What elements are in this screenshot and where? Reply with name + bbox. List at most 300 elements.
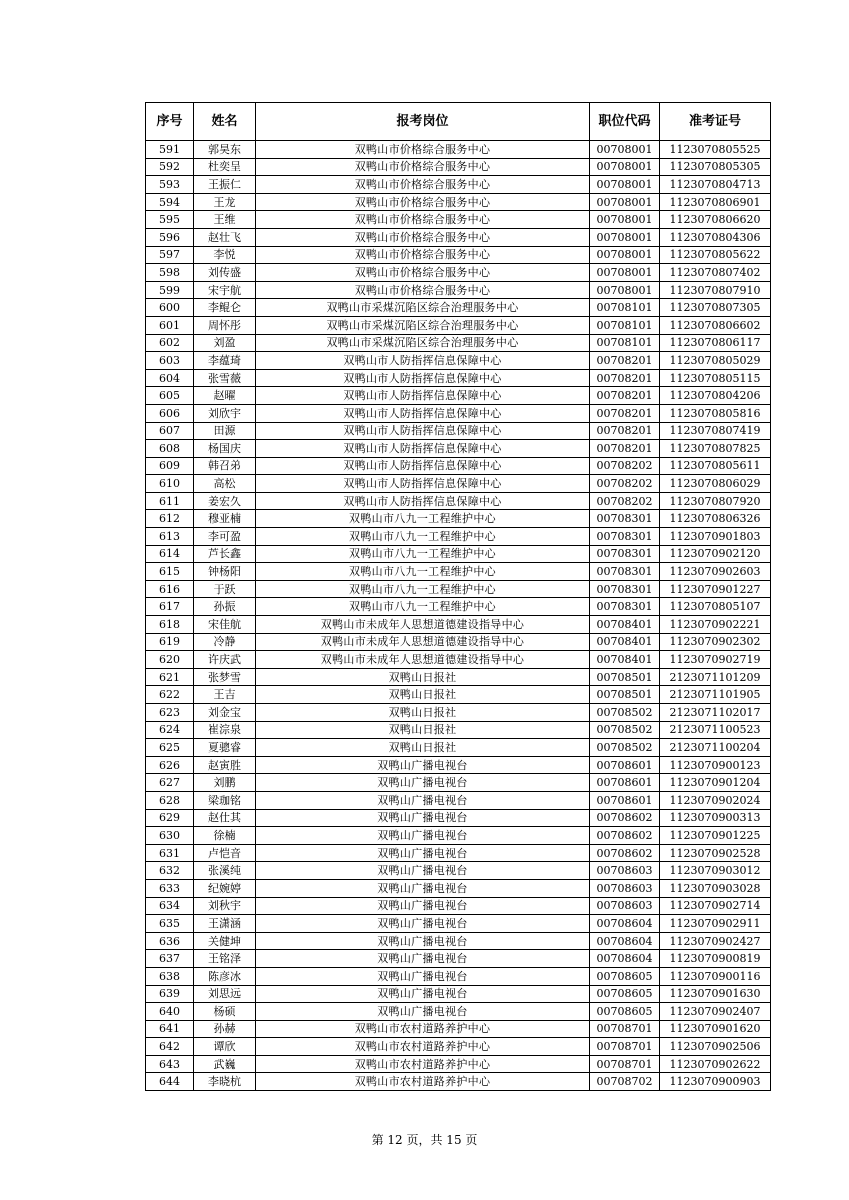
cell-name: 夏骢睿 <box>194 739 256 757</box>
cell-ticket: 1123070805525 <box>660 141 771 159</box>
cell-post: 双鸭山市价格综合服务中心 <box>256 246 590 264</box>
cell-ticket: 1123070901204 <box>660 774 771 792</box>
cell-code: 00708202 <box>590 457 660 475</box>
header-ticket: 准考证号 <box>660 103 771 141</box>
cell-name: 刘盈 <box>194 334 256 352</box>
cell-code: 00708604 <box>590 915 660 933</box>
cell-code: 00708202 <box>590 492 660 510</box>
cell-name: 纪婉婷 <box>194 879 256 897</box>
cell-ticket: 1123070900123 <box>660 756 771 774</box>
page-footer: 第 12 页，共 15 页 <box>371 1133 478 1147</box>
table-row <box>146 440 771 458</box>
cell-name: 李悦 <box>194 246 256 264</box>
cell-code: 00708301 <box>590 598 660 616</box>
cell-ticket: 1123070902911 <box>660 915 771 933</box>
cell-name: 宋佳航 <box>194 616 256 634</box>
cell-code: 00708201 <box>590 440 660 458</box>
cell-ticket: 1123070900313 <box>660 809 771 827</box>
table-row <box>146 158 771 176</box>
cell-ticket: 1123070902719 <box>660 651 771 669</box>
cell-ticket: 1123070900903 <box>660 1073 771 1091</box>
cell-name: 王振仁 <box>194 176 256 194</box>
cell-post: 双鸭山广播电视台 <box>256 932 590 950</box>
cell-code: 00708001 <box>590 228 660 246</box>
cell-name: 田源 <box>194 422 256 440</box>
cell-ticket: 1123070805305 <box>660 158 771 176</box>
table-row <box>146 668 771 686</box>
header-seq: 序号 <box>146 103 194 141</box>
cell-seq: 638 <box>146 967 194 985</box>
cell-ticket: 2123071100204 <box>660 739 771 757</box>
cell-post: 双鸭山市价格综合服务中心 <box>256 264 590 282</box>
table-row <box>146 264 771 282</box>
cell-name: 徐楠 <box>194 827 256 845</box>
cell-ticket: 1123070805115 <box>660 369 771 387</box>
cell-post: 双鸭山广播电视台 <box>256 844 590 862</box>
cell-name: 李鲲仑 <box>194 299 256 317</box>
cell-name: 刘秋宇 <box>194 897 256 915</box>
table-row <box>146 316 771 334</box>
table-row <box>146 844 771 862</box>
cell-seq: 640 <box>146 1003 194 1021</box>
cell-seq: 622 <box>146 686 194 704</box>
cell-ticket: 1123070902427 <box>660 932 771 950</box>
cell-code: 00708001 <box>590 281 660 299</box>
cell-post: 双鸭山市人防指挥信息保障中心 <box>256 457 590 475</box>
cell-post: 双鸭山市人防指挥信息保障中心 <box>256 404 590 422</box>
cell-ticket: 1123070804306 <box>660 228 771 246</box>
cell-seq: 633 <box>146 879 194 897</box>
cell-code: 00708602 <box>590 809 660 827</box>
cell-ticket: 1123070807419 <box>660 422 771 440</box>
table-row <box>146 404 771 422</box>
cell-seq: 609 <box>146 457 194 475</box>
cell-code: 00708501 <box>590 686 660 704</box>
table-row <box>146 176 771 194</box>
cell-post: 双鸭山市采煤沉陷区综合治理服务中心 <box>256 334 590 352</box>
table-row <box>146 774 771 792</box>
cell-code: 00708001 <box>590 158 660 176</box>
table-row <box>146 422 771 440</box>
cell-seq: 597 <box>146 246 194 264</box>
cell-post: 双鸭山市价格综合服务中心 <box>256 176 590 194</box>
cell-code: 00708001 <box>590 264 660 282</box>
table-row <box>146 1073 771 1091</box>
cell-code: 00708702 <box>590 1073 660 1091</box>
table-row <box>146 369 771 387</box>
table-row <box>146 528 771 546</box>
cell-seq: 610 <box>146 475 194 493</box>
cell-seq: 605 <box>146 387 194 405</box>
cell-code: 00708605 <box>590 985 660 1003</box>
cell-code: 00708201 <box>590 352 660 370</box>
cell-code: 00708101 <box>590 334 660 352</box>
cell-post: 双鸭山日报社 <box>256 668 590 686</box>
cell-code: 00708301 <box>590 510 660 528</box>
cell-name: 芦长鑫 <box>194 545 256 563</box>
table-row <box>146 193 771 211</box>
cell-post: 双鸭山市农村道路养护中心 <box>256 1073 590 1091</box>
cell-seq: 643 <box>146 1055 194 1073</box>
cell-code: 00708701 <box>590 1038 660 1056</box>
cell-code: 00708502 <box>590 739 660 757</box>
cell-ticket: 1123070901225 <box>660 827 771 845</box>
cell-name: 冷静 <box>194 633 256 651</box>
cell-seq: 635 <box>146 915 194 933</box>
cell-post: 双鸭山日报社 <box>256 686 590 704</box>
table-row <box>146 616 771 634</box>
cell-post: 双鸭山市八九一工程维护中心 <box>256 528 590 546</box>
cell-post: 双鸭山市八九一工程维护中心 <box>256 563 590 581</box>
cell-name: 刘传盛 <box>194 264 256 282</box>
cell-code: 00708601 <box>590 774 660 792</box>
cell-post: 双鸭山市未成年人思想道德建设指导中心 <box>256 616 590 634</box>
cell-ticket: 1123070902506 <box>660 1038 771 1056</box>
table-row <box>146 651 771 669</box>
table-row <box>146 862 771 880</box>
cell-post: 双鸭山市价格综合服务中心 <box>256 141 590 159</box>
cell-code: 00708501 <box>590 668 660 686</box>
cell-code: 00708201 <box>590 369 660 387</box>
cell-name: 梁珈铭 <box>194 791 256 809</box>
cell-post: 双鸭山市人防指挥信息保障中心 <box>256 475 590 493</box>
cell-post: 双鸭山市价格综合服务中心 <box>256 211 590 229</box>
cell-seq: 600 <box>146 299 194 317</box>
cell-seq: 614 <box>146 545 194 563</box>
cell-name: 许庆武 <box>194 651 256 669</box>
cell-post: 双鸭山广播电视台 <box>256 967 590 985</box>
cell-ticket: 1123070901620 <box>660 1020 771 1038</box>
cell-seq: 593 <box>146 176 194 194</box>
cell-post: 双鸭山广播电视台 <box>256 809 590 827</box>
cell-code: 00708601 <box>590 791 660 809</box>
cell-name: 穆亚楠 <box>194 510 256 528</box>
cell-seq: 616 <box>146 580 194 598</box>
table-row <box>146 950 771 968</box>
cell-name: 王潇涵 <box>194 915 256 933</box>
table-row <box>146 967 771 985</box>
cell-seq: 634 <box>146 897 194 915</box>
cell-post: 双鸭山市八九一工程维护中心 <box>256 545 590 563</box>
cell-ticket: 1123070806326 <box>660 510 771 528</box>
cell-ticket: 1123070805107 <box>660 598 771 616</box>
cell-seq: 594 <box>146 193 194 211</box>
cell-post: 双鸭山广播电视台 <box>256 774 590 792</box>
table-row <box>146 563 771 581</box>
cell-code: 00708401 <box>590 616 660 634</box>
table-row <box>146 211 771 229</box>
cell-ticket: 1123070901630 <box>660 985 771 1003</box>
cell-code: 00708604 <box>590 950 660 968</box>
cell-ticket: 1123070807910 <box>660 281 771 299</box>
cell-ticket: 1123070807825 <box>660 440 771 458</box>
cell-seq: 613 <box>146 528 194 546</box>
cell-ticket: 1123070903028 <box>660 879 771 897</box>
cell-seq: 641 <box>146 1020 194 1038</box>
cell-code: 00708605 <box>590 1003 660 1021</box>
table-row <box>146 809 771 827</box>
cell-seq: 611 <box>146 492 194 510</box>
cell-ticket: 1123070805816 <box>660 404 771 422</box>
table-row <box>146 633 771 651</box>
cell-code: 00708602 <box>590 827 660 845</box>
table-row <box>146 1055 771 1073</box>
cell-code: 00708202 <box>590 475 660 493</box>
cell-code: 00708301 <box>590 580 660 598</box>
cell-ticket: 1123070806620 <box>660 211 771 229</box>
cell-ticket: 2123071101209 <box>660 668 771 686</box>
cell-ticket: 1123070804713 <box>660 176 771 194</box>
cell-seq: 621 <box>146 668 194 686</box>
cell-post: 双鸭山市采煤沉陷区综合治理服务中心 <box>256 316 590 334</box>
cell-ticket: 1123070901803 <box>660 528 771 546</box>
cell-seq: 615 <box>146 563 194 581</box>
cell-name: 崔淙泉 <box>194 721 256 739</box>
cell-post: 双鸭山日报社 <box>256 704 590 722</box>
cell-seq: 626 <box>146 756 194 774</box>
table-row <box>146 704 771 722</box>
cell-name: 钟杨阳 <box>194 563 256 581</box>
cell-post: 双鸭山市农村道路养护中心 <box>256 1055 590 1073</box>
cell-seq: 629 <box>146 809 194 827</box>
cell-seq: 627 <box>146 774 194 792</box>
cell-post: 双鸭山市价格综合服务中心 <box>256 228 590 246</box>
cell-post: 双鸭山市人防指挥信息保障中心 <box>256 352 590 370</box>
cell-code: 00708401 <box>590 651 660 669</box>
cell-seq: 620 <box>146 651 194 669</box>
cell-ticket: 1123070806901 <box>660 193 771 211</box>
table-row <box>146 141 771 159</box>
cell-seq: 619 <box>146 633 194 651</box>
cell-code: 00708301 <box>590 528 660 546</box>
table-row <box>146 932 771 950</box>
cell-name: 宋宇航 <box>194 281 256 299</box>
cell-name: 姜宏久 <box>194 492 256 510</box>
cell-ticket: 1123070900819 <box>660 950 771 968</box>
cell-post: 双鸭山广播电视台 <box>256 756 590 774</box>
cell-name: 杨硕 <box>194 1003 256 1021</box>
cell-seq: 592 <box>146 158 194 176</box>
cell-seq: 595 <box>146 211 194 229</box>
cell-name: 武巍 <box>194 1055 256 1073</box>
cell-ticket: 1123070806029 <box>660 475 771 493</box>
table-row <box>146 915 771 933</box>
cell-post: 双鸭山广播电视台 <box>256 827 590 845</box>
cell-name: 赵寅胜 <box>194 756 256 774</box>
table-row <box>146 739 771 757</box>
header-row <box>146 103 771 141</box>
cell-seq: 637 <box>146 950 194 968</box>
cell-post: 双鸭山市人防指挥信息保障中心 <box>256 422 590 440</box>
cell-code: 00708502 <box>590 704 660 722</box>
cell-post: 双鸭山市价格综合服务中心 <box>256 193 590 211</box>
table-row <box>146 827 771 845</box>
cell-code: 00708401 <box>590 633 660 651</box>
cell-ticket: 2123071102017 <box>660 704 771 722</box>
cell-post: 双鸭山广播电视台 <box>256 879 590 897</box>
cell-name: 关健坤 <box>194 932 256 950</box>
cell-seq: 617 <box>146 598 194 616</box>
cell-seq: 606 <box>146 404 194 422</box>
cell-ticket: 1123070807920 <box>660 492 771 510</box>
cell-name: 高松 <box>194 475 256 493</box>
cell-ticket: 1123070902407 <box>660 1003 771 1021</box>
cell-post: 双鸭山市价格综合服务中心 <box>256 158 590 176</box>
table-row <box>146 686 771 704</box>
table-row <box>146 228 771 246</box>
cell-post: 双鸭山广播电视台 <box>256 985 590 1003</box>
cell-ticket: 1123070902622 <box>660 1055 771 1073</box>
cell-ticket: 1123070806602 <box>660 316 771 334</box>
cell-seq: 628 <box>146 791 194 809</box>
cell-name: 张梦雪 <box>194 668 256 686</box>
cell-ticket: 1123070807305 <box>660 299 771 317</box>
cell-seq: 601 <box>146 316 194 334</box>
cell-code: 00708601 <box>590 756 660 774</box>
cell-code: 00708603 <box>590 862 660 880</box>
cell-name: 刘欣宇 <box>194 404 256 422</box>
cell-post: 双鸭山市人防指挥信息保障中心 <box>256 369 590 387</box>
cell-ticket: 2123071101905 <box>660 686 771 704</box>
cell-ticket: 1123070805029 <box>660 352 771 370</box>
cell-post: 双鸭山日报社 <box>256 739 590 757</box>
cell-ticket: 1123070902120 <box>660 545 771 563</box>
table-row <box>146 721 771 739</box>
cell-code: 00708201 <box>590 387 660 405</box>
cell-post: 双鸭山市未成年人思想道德建设指导中心 <box>256 633 590 651</box>
cell-name: 谭欣 <box>194 1038 256 1056</box>
table-row <box>146 492 771 510</box>
cell-code: 00708603 <box>590 897 660 915</box>
cell-ticket: 1123070804206 <box>660 387 771 405</box>
cell-ticket: 1123070902528 <box>660 844 771 862</box>
table-row <box>146 246 771 264</box>
cell-ticket: 1123070902024 <box>660 791 771 809</box>
cell-seq: 598 <box>146 264 194 282</box>
table-row <box>146 281 771 299</box>
cell-code: 00708001 <box>590 176 660 194</box>
cell-seq: 591 <box>146 141 194 159</box>
cell-ticket: 1123070901227 <box>660 580 771 598</box>
table-row <box>146 985 771 1003</box>
cell-post: 双鸭山市人防指挥信息保障中心 <box>256 440 590 458</box>
cell-code: 00708604 <box>590 932 660 950</box>
table-header <box>146 103 771 141</box>
cell-post: 双鸭山市农村道路养护中心 <box>256 1038 590 1056</box>
cell-post: 双鸭山市人防指挥信息保障中心 <box>256 492 590 510</box>
cell-name: 赵仕其 <box>194 809 256 827</box>
cell-code: 00708101 <box>590 316 660 334</box>
cell-name: 于跃 <box>194 580 256 598</box>
cell-name: 王维 <box>194 211 256 229</box>
cell-seq: 604 <box>146 369 194 387</box>
cell-ticket: 1123070806117 <box>660 334 771 352</box>
cell-name: 杜奕呈 <box>194 158 256 176</box>
cell-code: 00708101 <box>590 299 660 317</box>
table-body <box>146 141 771 1091</box>
cell-code: 00708001 <box>590 246 660 264</box>
cell-ticket: 1123070807402 <box>660 264 771 282</box>
cell-post: 双鸭山市八九一工程维护中心 <box>256 580 590 598</box>
cell-name: 孙振 <box>194 598 256 616</box>
cell-seq: 630 <box>146 827 194 845</box>
cell-name: 王龙 <box>194 193 256 211</box>
table-row <box>146 879 771 897</box>
table-row <box>146 1020 771 1038</box>
cell-post: 双鸭山广播电视台 <box>256 915 590 933</box>
cell-seq: 607 <box>146 422 194 440</box>
table-row <box>146 1003 771 1021</box>
cell-seq: 625 <box>146 739 194 757</box>
cell-code: 00708603 <box>590 879 660 897</box>
table-row <box>146 756 771 774</box>
candidate-table <box>145 102 771 1091</box>
cell-seq: 632 <box>146 862 194 880</box>
cell-ticket: 1123070903012 <box>660 862 771 880</box>
cell-post: 双鸭山广播电视台 <box>256 791 590 809</box>
cell-code: 00708701 <box>590 1020 660 1038</box>
cell-code: 00708602 <box>590 844 660 862</box>
cell-post: 双鸭山广播电视台 <box>256 862 590 880</box>
cell-name: 赵壮飞 <box>194 228 256 246</box>
cell-name: 张雪薇 <box>194 369 256 387</box>
cell-name: 李晓杭 <box>194 1073 256 1091</box>
cell-code: 00708301 <box>590 563 660 581</box>
cell-ticket: 1123070902603 <box>660 563 771 581</box>
cell-ticket: 1123070902714 <box>660 897 771 915</box>
cell-name: 周怀彤 <box>194 316 256 334</box>
cell-post: 双鸭山市未成年人思想道德建设指导中心 <box>256 651 590 669</box>
table-row <box>146 545 771 563</box>
cell-name: 刘思远 <box>194 985 256 1003</box>
table-row <box>146 387 771 405</box>
cell-post: 双鸭山市八九一工程维护中心 <box>256 598 590 616</box>
cell-post: 双鸭山市人防指挥信息保障中心 <box>256 387 590 405</box>
cell-post: 双鸭山市价格综合服务中心 <box>256 281 590 299</box>
cell-code: 00708201 <box>590 404 660 422</box>
cell-code: 00708301 <box>590 545 660 563</box>
cell-code: 00708001 <box>590 141 660 159</box>
cell-ticket: 1123070902221 <box>660 616 771 634</box>
cell-name: 刘金宝 <box>194 704 256 722</box>
cell-post: 双鸭山日报社 <box>256 721 590 739</box>
table-row <box>146 598 771 616</box>
cell-seq: 644 <box>146 1073 194 1091</box>
cell-name: 张溪纯 <box>194 862 256 880</box>
table-row <box>146 897 771 915</box>
cell-seq: 608 <box>146 440 194 458</box>
cell-name: 王铭泽 <box>194 950 256 968</box>
cell-name: 杨国庆 <box>194 440 256 458</box>
cell-ticket: 1123070900116 <box>660 967 771 985</box>
cell-name: 郭昊东 <box>194 141 256 159</box>
cell-code: 00708701 <box>590 1055 660 1073</box>
cell-seq: 631 <box>146 844 194 862</box>
cell-seq: 636 <box>146 932 194 950</box>
cell-ticket: 1123070902302 <box>660 633 771 651</box>
cell-seq: 624 <box>146 721 194 739</box>
cell-post: 双鸭山市八九一工程维护中心 <box>256 510 590 528</box>
cell-seq: 602 <box>146 334 194 352</box>
cell-seq: 618 <box>146 616 194 634</box>
table-row <box>146 352 771 370</box>
table-row <box>146 1038 771 1056</box>
cell-code: 00708201 <box>590 422 660 440</box>
cell-name: 韩召弟 <box>194 457 256 475</box>
cell-code: 00708001 <box>590 193 660 211</box>
table-row <box>146 475 771 493</box>
cell-post: 双鸭山广播电视台 <box>256 897 590 915</box>
